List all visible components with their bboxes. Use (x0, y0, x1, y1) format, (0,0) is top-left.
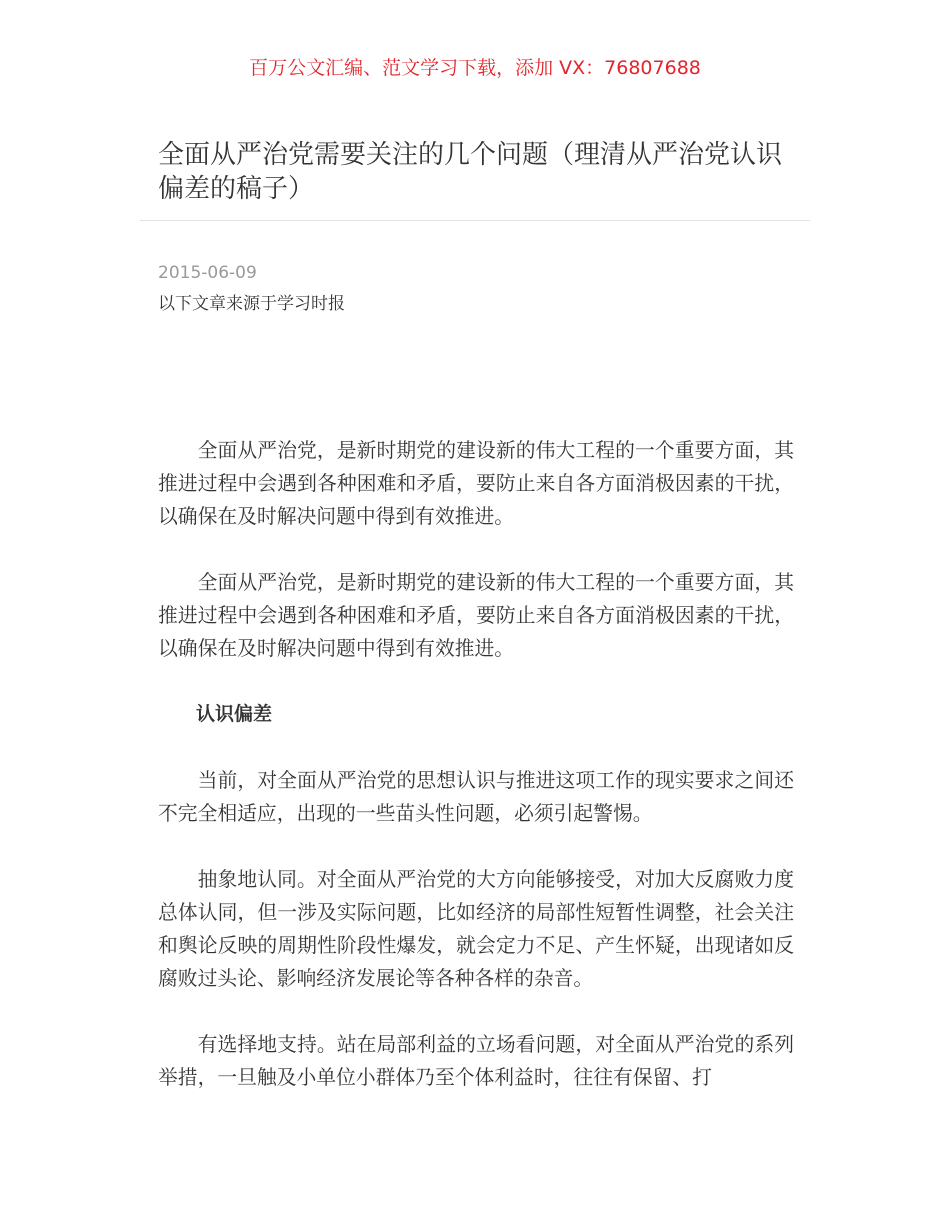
article-title: 全面从严治党需要关注的几个问题（理清从严治党认识偏差的稿子） (158, 140, 783, 204)
paragraph: 全面从严治党，是新时期党的建设新的伟大工程的一个重要方面，其推进过程中会遇到各种困难和矛盾，要防止来自各方面消极因素的干扰，以确保在及时解决问题中得到有效推进。 (158, 439, 794, 528)
article-source: 以下文章来源于学习时报 (158, 294, 345, 314)
article-body (158, 434, 794, 1127)
publish-date: 2015-06-09 (158, 263, 257, 283)
section-heading: 认识偏差 (196, 703, 273, 725)
paragraph: 抽象地认同。对全面从严治党的大方向能够接受，对加大反腐败力度总体认同，但一涉及实际问题，比如经济的局部性短暂性调整，社会关注和舆论反映的周期性阶段性爆发，就会定力不足、产生怀疑，出现诸如反腐败过头论、影响经济发展论等各种各样的杂音。 (158, 868, 794, 990)
paragraph: 有选择地支持。站在局部利益的立场看问题，对全面从严治党的系列举措，一旦触及小单位小群体乃至个体利益时，往往有保留、打 (158, 1033, 794, 1089)
paragraph: 全面从严治党，是新时期党的建设新的伟大工程的一个重要方面，其推进过程中会遇到各种困难和矛盾，要防止来自各方面消极因素的干扰，以确保在及时解决问题中得到有效推进。 (158, 571, 794, 660)
title-divider (140, 220, 810, 221)
download-banner: 百万公文汇编、范文学习下载，添加 VX：76807688 (249, 57, 701, 79)
paragraph: 当前，对全面从严治党的思想认识与推进这项工作的现实要求之间还不完全相适应，出现的一些苗头性问题，必须引起警惕。 (158, 769, 794, 825)
